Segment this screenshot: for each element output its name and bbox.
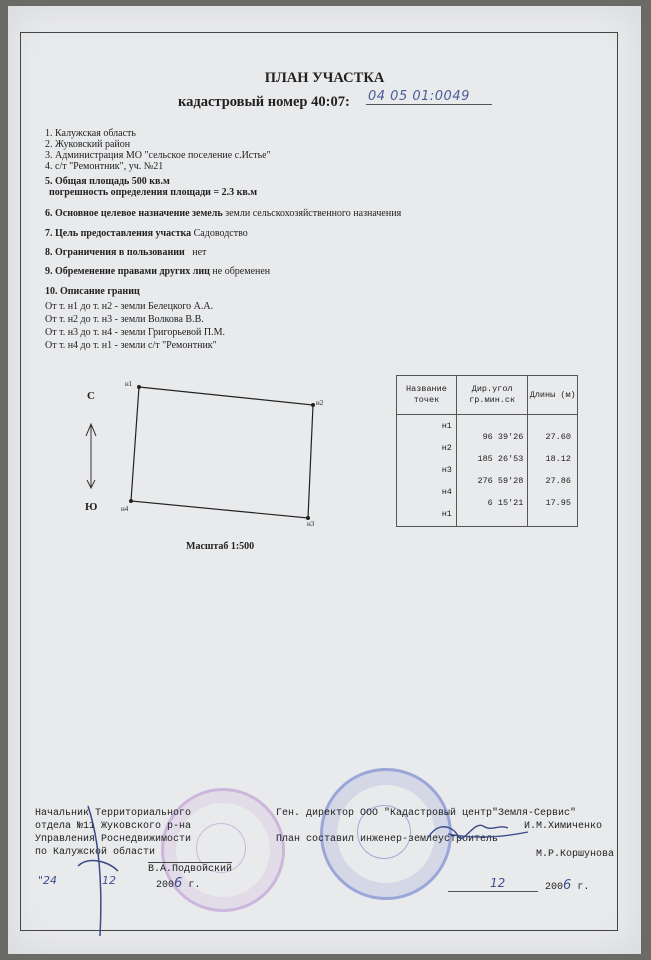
compiler-name: М.Р.Коршунова	[536, 849, 615, 860]
points-table	[396, 375, 578, 527]
point-name: н3	[441, 465, 452, 475]
angle-value: 6 15'21	[487, 498, 524, 508]
encumbrance-label: 9. Обременение правами других лиц	[45, 266, 210, 277]
restrictions-value: нет	[192, 247, 207, 258]
signatory-left-line: Начальник Территориального	[35, 808, 192, 819]
boundary-line: От т. н4 до т. н1 - земли с/т "Ремонтник"	[45, 340, 217, 351]
point-label-n1: н1	[125, 380, 133, 388]
north-label: С	[87, 390, 95, 402]
south-label: Ю	[85, 501, 98, 513]
names-column	[397, 415, 457, 527]
header-names: Название точек	[397, 376, 457, 415]
point-name: н4	[441, 487, 452, 497]
left-date-month: 12	[102, 874, 116, 887]
restrictions-label: 8. Ограничения в пользовании	[45, 247, 185, 258]
left-year-handwritten: 6	[174, 876, 183, 891]
address-line: 3. Администрация МО "сельское поселение с.Истье"	[45, 150, 271, 161]
signatory-right-line: Ген. директор ООО "Кадастровый центр"Земля-Сервис"	[276, 808, 577, 819]
cadastral-number-handwritten: 04 05 01:0049	[366, 89, 492, 105]
signatory-left-line: по Калужской области	[35, 847, 156, 858]
lengths-column	[528, 415, 578, 527]
boundary-line: От т. н2 до т. н3 - земли Волкова В.В.	[45, 314, 204, 325]
boundary-line: От т. н1 до т. н2 - земли Белецкого А.А.	[45, 301, 214, 312]
purpose-value: земли сельскохозяйственного назначения	[225, 208, 402, 219]
plot-boundary	[131, 387, 313, 518]
left-year-printed: 200	[156, 880, 175, 891]
point-label-n4: н4	[121, 505, 129, 513]
point-name: н2	[441, 443, 452, 453]
goal-value: Садоводство	[193, 228, 248, 239]
left-date-day: "24	[38, 874, 58, 887]
signatory-left-line: Управления Роснедвижимости	[35, 834, 192, 845]
length-value: 17.95	[545, 498, 571, 508]
left-year-suffix: г.	[188, 880, 201, 891]
area-error: погрешность определения площади = 2.3 кв.м	[49, 187, 258, 198]
document-title: ПЛАН УЧАСТКА	[264, 70, 385, 86]
right-year-suffix: г.	[577, 882, 590, 893]
boundary-line: От т. н3 до т. н4 - земли Григорьевой П.М.	[45, 327, 225, 338]
handwritten-signatures	[8, 766, 641, 946]
signature-stroke-right	[428, 825, 528, 838]
angle-value: 96 39'26	[482, 432, 524, 442]
address-line: 2. Жуковский район	[45, 139, 131, 150]
angles-column	[456, 415, 527, 527]
header-length: Длины (м)	[528, 376, 578, 415]
point-label-n2: н2	[316, 399, 324, 407]
point-name: н1	[441, 421, 452, 431]
point-marker	[129, 499, 133, 503]
angle-value: 185 26'53	[477, 454, 524, 464]
point-marker	[137, 385, 141, 389]
compiler-line: План составил инженер-землеустроитель	[276, 834, 499, 845]
right-year-printed: 200	[545, 882, 564, 893]
length-value: 27.60	[545, 432, 571, 442]
total-area: 5. Общая площадь 500 кв.м	[45, 176, 170, 187]
point-marker	[311, 403, 315, 407]
angle-value: 276 59'28	[477, 476, 524, 486]
header-angle: Дир.угол гр.мин.ск	[456, 376, 527, 415]
encumbrance-value: не обременен	[212, 266, 271, 277]
signatory-left-line: отдела №11 Жуковского р-на	[35, 821, 192, 832]
scale-label: Масштаб 1:500	[186, 541, 255, 552]
signatory-left-name: В.А.Подвойский	[148, 864, 233, 875]
point-name: н1	[441, 509, 452, 519]
right-date-month: 12	[490, 876, 506, 890]
cadastral-label: кадастровый номер 40:07:	[178, 94, 350, 110]
length-value: 18.12	[545, 454, 571, 464]
signatory-right-name: И.М.Химиченко	[524, 821, 603, 832]
address-line: 4. с/т "Ремонтник", уч. №21	[45, 161, 164, 172]
point-label-n3: н3	[307, 520, 315, 528]
goal-label: 7. Цель предоставления участка	[45, 228, 192, 239]
purpose-label: 6. Основное целевое назначение земель	[45, 208, 223, 219]
address-line: 1. Калужская область	[45, 128, 136, 139]
right-year-handwritten: 6	[563, 878, 572, 893]
length-value: 27.86	[545, 476, 571, 486]
boundaries-label: 10. Описание границ	[45, 286, 140, 297]
signature-stroke-left	[78, 806, 118, 936]
document-sheet	[8, 6, 641, 954]
